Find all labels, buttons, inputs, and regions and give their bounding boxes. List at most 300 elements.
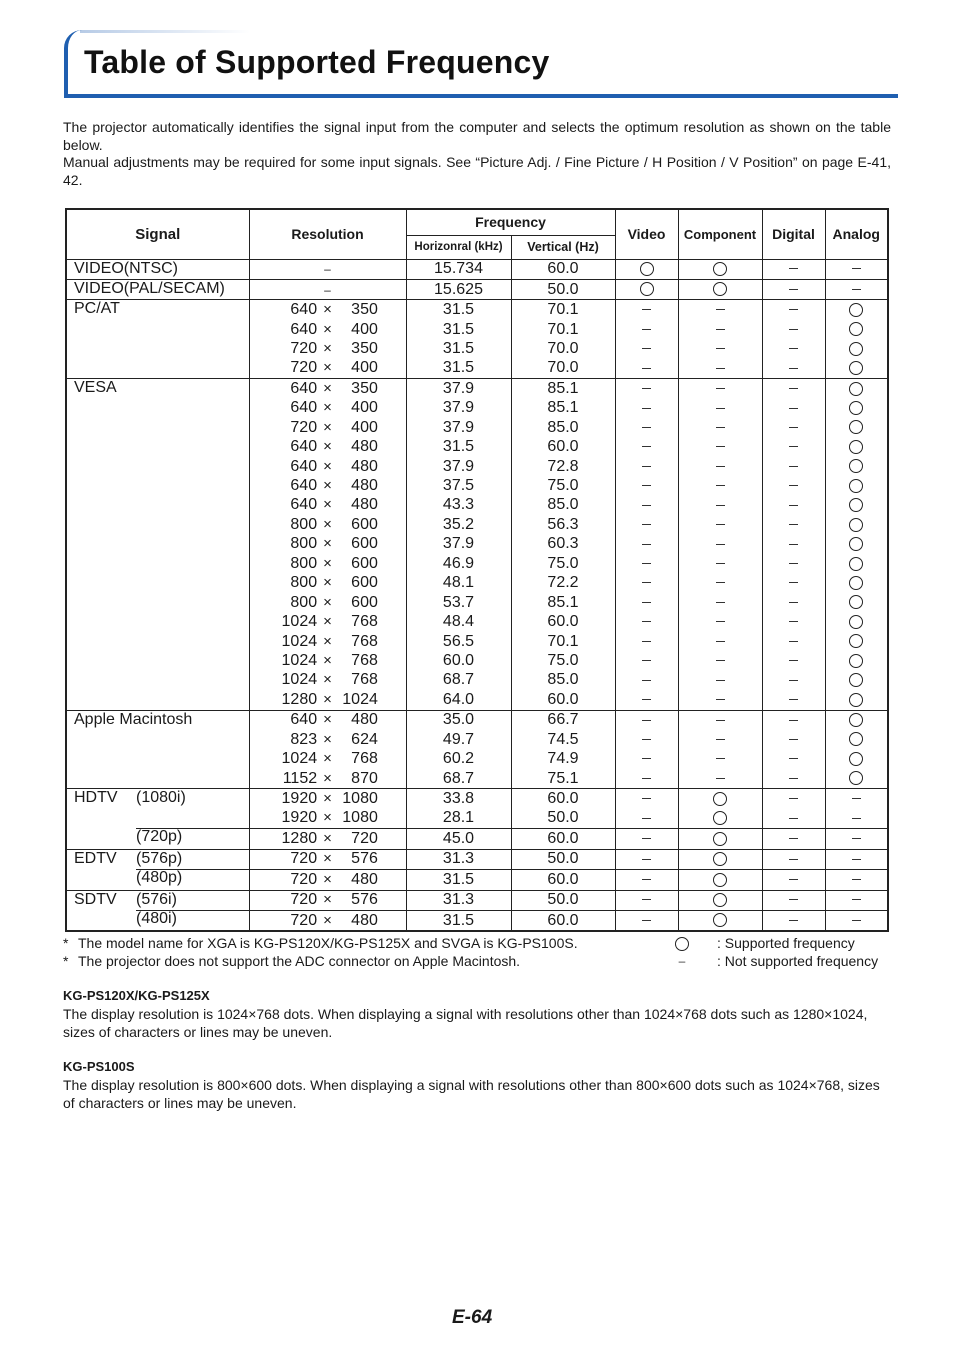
supported-circle-icon [849,654,863,668]
resolution-width: 1152 [282,769,318,787]
not-supported-dash-icon [642,329,651,330]
table-row [66,890,888,910]
video-support [615,890,678,910]
resolution-cell [249,690,406,710]
vertical-frequency: 70.1 [511,300,615,320]
dash-icon: – [678,954,686,968]
analog-support [825,279,888,299]
not-supported-dash-icon [789,268,798,269]
resolution-width: 823 [290,730,318,748]
horizontal-frequency: 45.0 [406,829,511,849]
not-supported-dash-icon [642,309,651,310]
digital-support [762,515,825,534]
resolution-width: 1024 [281,613,318,631]
resolution-cell [249,849,406,869]
page-number: E-64 [452,1307,493,1328]
analog-support [825,910,888,931]
resolution-height: 400 [351,418,378,436]
component-support [678,574,762,593]
signal-mode: (720p) [136,828,183,846]
digital-support [762,418,825,437]
resolution-cell [249,829,406,849]
signal-mode: (480i) [136,909,177,927]
not-supported-dash-icon [789,720,798,721]
analog-support [825,829,888,849]
times-sign: × [323,496,332,514]
resolution-height: 400 [351,320,378,338]
component-support [678,612,762,631]
not-supported-dash-icon [716,641,725,642]
video-support [615,690,678,710]
component-support [678,910,762,931]
resolution-height: 400 [351,359,378,377]
resolution-height: 600 [351,593,378,611]
table-row [66,259,888,279]
video-support [615,829,678,849]
resolution-width: 720 [290,870,318,888]
vertical-frequency: 70.0 [511,339,615,358]
resolution-width: 720 [290,911,318,929]
not-supported-dash-icon [642,899,651,900]
resolution-cell [249,496,406,515]
video-support [615,593,678,612]
not-supported-dash-icon [716,720,725,721]
resolution-cell [249,300,406,320]
video-support [615,671,678,690]
not-supported-dash-icon [642,758,651,759]
not-supported-dash-icon [642,368,651,369]
resolution-height: 870 [351,769,378,787]
vertical-frequency: 85.0 [511,671,615,690]
vertical-frequency: 60.0 [511,690,615,710]
times-sign: × [323,651,332,669]
not-supported-dash-icon [716,309,725,310]
digital-support [762,612,825,631]
not-supported-dash-icon [852,879,861,880]
times-sign: × [323,301,332,319]
component-support [678,418,762,437]
video-support [615,849,678,869]
not-supported-dash-icon [789,466,798,467]
video-support [615,769,678,789]
analog-support [825,259,888,279]
not-supported-dash-icon [642,388,651,389]
analog-support [825,574,888,593]
not-supported-dash-icon [789,348,798,349]
analog-support [825,359,888,379]
signal-name: Apple Macintosh [74,710,193,728]
analog-support [825,496,888,515]
component-support [678,437,762,456]
supported-circle-icon [713,262,727,276]
resolution-cell [249,359,406,379]
not-supported-dash-icon [789,485,798,486]
video-support [615,910,678,931]
horizontal-frequency: 33.8 [406,789,511,809]
intro-paragraph-1: The projector automatically identifies the signal input from the computer and selects the optimum resolution as shown on the table below. [63,119,891,153]
horizontal-frequency: 37.9 [406,379,511,399]
resolution-height: 350 [351,379,378,397]
analog-support [825,379,888,399]
component-support [678,320,762,339]
resolution-cell [249,890,406,910]
times-sign: × [323,711,332,729]
not-supported-dash-icon [642,544,651,545]
not-supported-dash-icon [789,544,798,545]
vertical-frequency: 70.1 [511,320,615,339]
resolution-cell [249,418,406,437]
resolution-width: 720 [290,891,318,909]
vertical-frequency: 72.8 [511,457,615,476]
resolution-width: 800 [290,515,318,533]
not-supported-dash-icon [789,427,798,428]
digital-support [762,300,825,320]
resolution-width: 720 [290,418,318,436]
analog-support [825,651,888,670]
resolution-width: 1024 [281,750,318,768]
supported-circle-icon [849,634,863,648]
video-support [615,259,678,279]
signal-name: EDTV [74,849,117,867]
not-supported-dash-icon [789,818,798,819]
horizontal-frequency: 35.0 [406,710,511,730]
signal-cell [66,300,249,379]
resolution-height: 480 [351,870,378,888]
model-name: KG-PS100S [63,1059,135,1074]
digital-support [762,749,825,768]
resolution-cell [249,769,406,789]
resolution-cell [249,789,406,809]
not-supported-dash-icon [642,582,651,583]
video-support [615,554,678,573]
analog-support [825,632,888,651]
not-supported-dash-icon [642,818,651,819]
horizontal-frequency: 60.2 [406,749,511,768]
header-resolution: Resolution [249,209,406,259]
table-row [66,279,888,299]
not-supported-dash-icon [852,899,861,900]
analog-support [825,809,888,829]
resolution-cell [249,437,406,456]
resolution-width: 640 [290,399,318,417]
resolution-height: 768 [351,632,378,650]
resolution-height: 350 [351,301,378,319]
video-support [615,632,678,651]
video-support [615,809,678,829]
not-supported-dash-icon [642,660,651,661]
no-resolution: – [324,262,331,277]
supported-circle-icon [849,440,863,454]
video-support [615,437,678,456]
times-sign: × [323,574,332,592]
times-sign: × [323,790,332,808]
legend-supported-label: : Supported frequency [717,935,855,951]
resolution-cell [249,457,406,476]
digital-support [762,710,825,730]
vertical-frequency: 85.1 [511,593,615,612]
supported-circle-icon [713,792,727,806]
vertical-frequency: 50.0 [511,279,615,299]
resolution-cell [249,279,406,299]
not-supported-dash-icon [716,739,725,740]
horizontal-frequency: 31.3 [406,849,511,869]
header-component: Component [678,209,762,259]
supported-circle-icon [849,322,863,336]
video-support [615,574,678,593]
not-supported-dash-icon [789,660,798,661]
resolution-width: 640 [290,457,318,475]
not-supported-dash-icon [642,602,651,603]
analog-support [825,418,888,437]
video-support [615,535,678,554]
component-support [678,496,762,515]
video-support [615,476,678,495]
signal-name: VESA [74,379,117,397]
component-support [678,300,762,320]
component-support [678,339,762,358]
header-signal: Signal [66,209,249,259]
video-support [615,300,678,320]
resolution-cell [249,749,406,768]
resolution-width: 720 [290,850,318,868]
digital-support [762,259,825,279]
vertical-frequency: 60.0 [511,789,615,809]
digital-support [762,849,825,869]
digital-support [762,359,825,379]
resolution-height: 600 [351,554,378,572]
supported-circle-icon [713,893,727,907]
resolution-height: 768 [351,651,378,669]
digital-support [762,574,825,593]
digital-support [762,457,825,476]
resolution-cell [249,809,406,829]
not-supported-dash-icon [789,388,798,389]
not-supported-dash-icon [789,446,798,447]
not-supported-dash-icon [789,602,798,603]
supported-circle-icon [713,852,727,866]
not-supported-dash-icon [716,778,725,779]
video-support [615,320,678,339]
times-sign: × [323,418,332,436]
not-supported-dash-icon [716,505,725,506]
not-supported-dash-icon [789,758,798,759]
component-support [678,749,762,768]
analog-support [825,671,888,690]
signal-name: HDTV [74,789,118,807]
header-digital: Digital [762,209,825,259]
supported-circle-icon [849,576,863,590]
horizontal-frequency: 48.1 [406,574,511,593]
not-supported-dash-icon [642,859,651,860]
resolution-cell [249,339,406,358]
component-support [678,870,762,890]
vertical-frequency: 60.3 [511,535,615,554]
supported-circle-icon [849,752,863,766]
component-support [678,671,762,690]
horizontal-frequency: 68.7 [406,769,511,789]
model-name: KG-PS120X/KG-PS125X [63,988,210,1003]
not-supported-dash-icon [642,680,651,681]
footnote-text: The projector does not support the ADC connector on Apple Macintosh. [78,953,521,969]
supported-circle-icon [640,262,654,276]
resolution-width: 640 [290,301,318,319]
not-supported-dash-icon [789,309,798,310]
times-sign: × [323,379,332,397]
resolution-width: 640 [290,379,318,397]
component-support [678,457,762,476]
not-supported-dash-icon [642,920,651,921]
not-supported-dash-icon [716,368,725,369]
vertical-frequency: 85.0 [511,418,615,437]
video-support [615,870,678,890]
not-supported-dash-icon [789,641,798,642]
vertical-frequency: 60.0 [511,870,615,890]
times-sign: × [323,320,332,338]
horizontal-frequency: 31.3 [406,890,511,910]
intro-text [63,119,891,189]
horizontal-frequency: 31.5 [406,339,511,358]
supported-circle-icon [849,713,863,727]
digital-support [762,535,825,554]
analog-support [825,457,888,476]
digital-support [762,730,825,749]
horizontal-frequency: 37.9 [406,535,511,554]
not-supported-dash-icon [716,524,725,525]
digital-support [762,554,825,573]
not-supported-dash-icon [642,641,651,642]
resolution-cell [249,710,406,730]
vertical-frequency: 72.2 [511,574,615,593]
resolution-height: 1080 [342,809,378,827]
resolution-cell [249,612,406,631]
not-supported-dash-icon [789,329,798,330]
component-support [678,359,762,379]
not-supported-dash-icon [852,268,861,269]
component-support [678,554,762,573]
times-sign: × [323,438,332,456]
digital-support [762,496,825,515]
video-support [615,379,678,399]
digital-support [762,789,825,809]
page-title: Table of Supported Frequency [84,44,550,80]
analog-support [825,554,888,573]
supported-circle-icon [849,303,863,317]
resolution-cell [249,554,406,573]
not-supported-dash-icon [789,859,798,860]
not-supported-dash-icon [642,505,651,506]
signal-cell [66,789,249,849]
resolution-height: 480 [351,711,378,729]
times-sign: × [323,554,332,572]
supported-circle-icon [713,282,727,296]
resolution-width: 1280 [281,690,318,708]
horizontal-frequency: 31.5 [406,437,511,456]
supported-circle-icon [849,342,863,356]
horizontal-frequency: 60.0 [406,651,511,670]
signal-cell [66,279,249,299]
not-supported-dash-icon [789,680,798,681]
video-support [615,789,678,809]
signal-name: VIDEO(NTSC) [74,259,178,277]
times-sign: × [323,593,332,611]
resolution-cell [249,379,406,399]
times-sign: × [323,339,332,357]
component-support [678,279,762,299]
resolution-width: 1280 [281,829,318,847]
horizontal-frequency: 31.5 [406,359,511,379]
horizontal-frequency: 37.9 [406,457,511,476]
not-supported-dash-icon [716,466,725,467]
resolution-height: 480 [351,911,378,929]
video-support [615,399,678,418]
digital-support [762,769,825,789]
supported-circle-icon [849,382,863,396]
video-support [615,496,678,515]
horizontal-frequency: 64.0 [406,690,511,710]
resolution-cell [249,671,406,690]
component-support [678,809,762,829]
resolution-cell [249,632,406,651]
not-supported-dash-icon [852,838,861,839]
not-supported-dash-icon [642,427,651,428]
signal-cell [66,710,249,789]
times-sign: × [323,632,332,650]
table-row [66,300,888,320]
resolution-cell [249,515,406,534]
component-support [678,259,762,279]
video-support [615,612,678,631]
times-sign: × [323,809,332,827]
signal-mode: (576p) [136,849,183,867]
signal-name: PC/AT [74,300,120,318]
analog-support [825,710,888,730]
resolution-width: 720 [290,339,318,357]
horizontal-frequency: 31.5 [406,300,511,320]
supported-circle-icon [849,420,863,434]
resolution-width: 1920 [281,809,318,827]
video-support [615,457,678,476]
video-support [615,418,678,437]
video-support [615,279,678,299]
analog-support [825,870,888,890]
analog-support [825,535,888,554]
not-supported-dash-icon [642,798,651,799]
times-sign: × [323,730,332,748]
analog-support [825,849,888,869]
horizontal-frequency: 35.2 [406,515,511,534]
analog-support [825,300,888,320]
component-support [678,651,762,670]
resolution-height: 480 [351,457,378,475]
supported-circle-icon [849,615,863,629]
not-supported-dash-icon [789,838,798,839]
signal-mode: (576i) [136,890,177,908]
resolution-height: 768 [351,750,378,768]
not-supported-dash-icon [642,879,651,880]
not-supported-dash-icon [716,329,725,330]
horizontal-frequency: 37.9 [406,418,511,437]
supported-circle-icon [849,479,863,493]
signal-cell [66,379,249,710]
resolution-height: 576 [351,850,378,868]
supported-circle-icon [849,732,863,746]
horizontal-frequency: 49.7 [406,730,511,749]
resolution-width: 800 [290,574,318,592]
horizontal-frequency: 15.625 [406,279,511,299]
header-vertical: Vertical (Hz) [511,235,615,259]
digital-support [762,829,825,849]
not-supported-dash-icon [852,818,861,819]
